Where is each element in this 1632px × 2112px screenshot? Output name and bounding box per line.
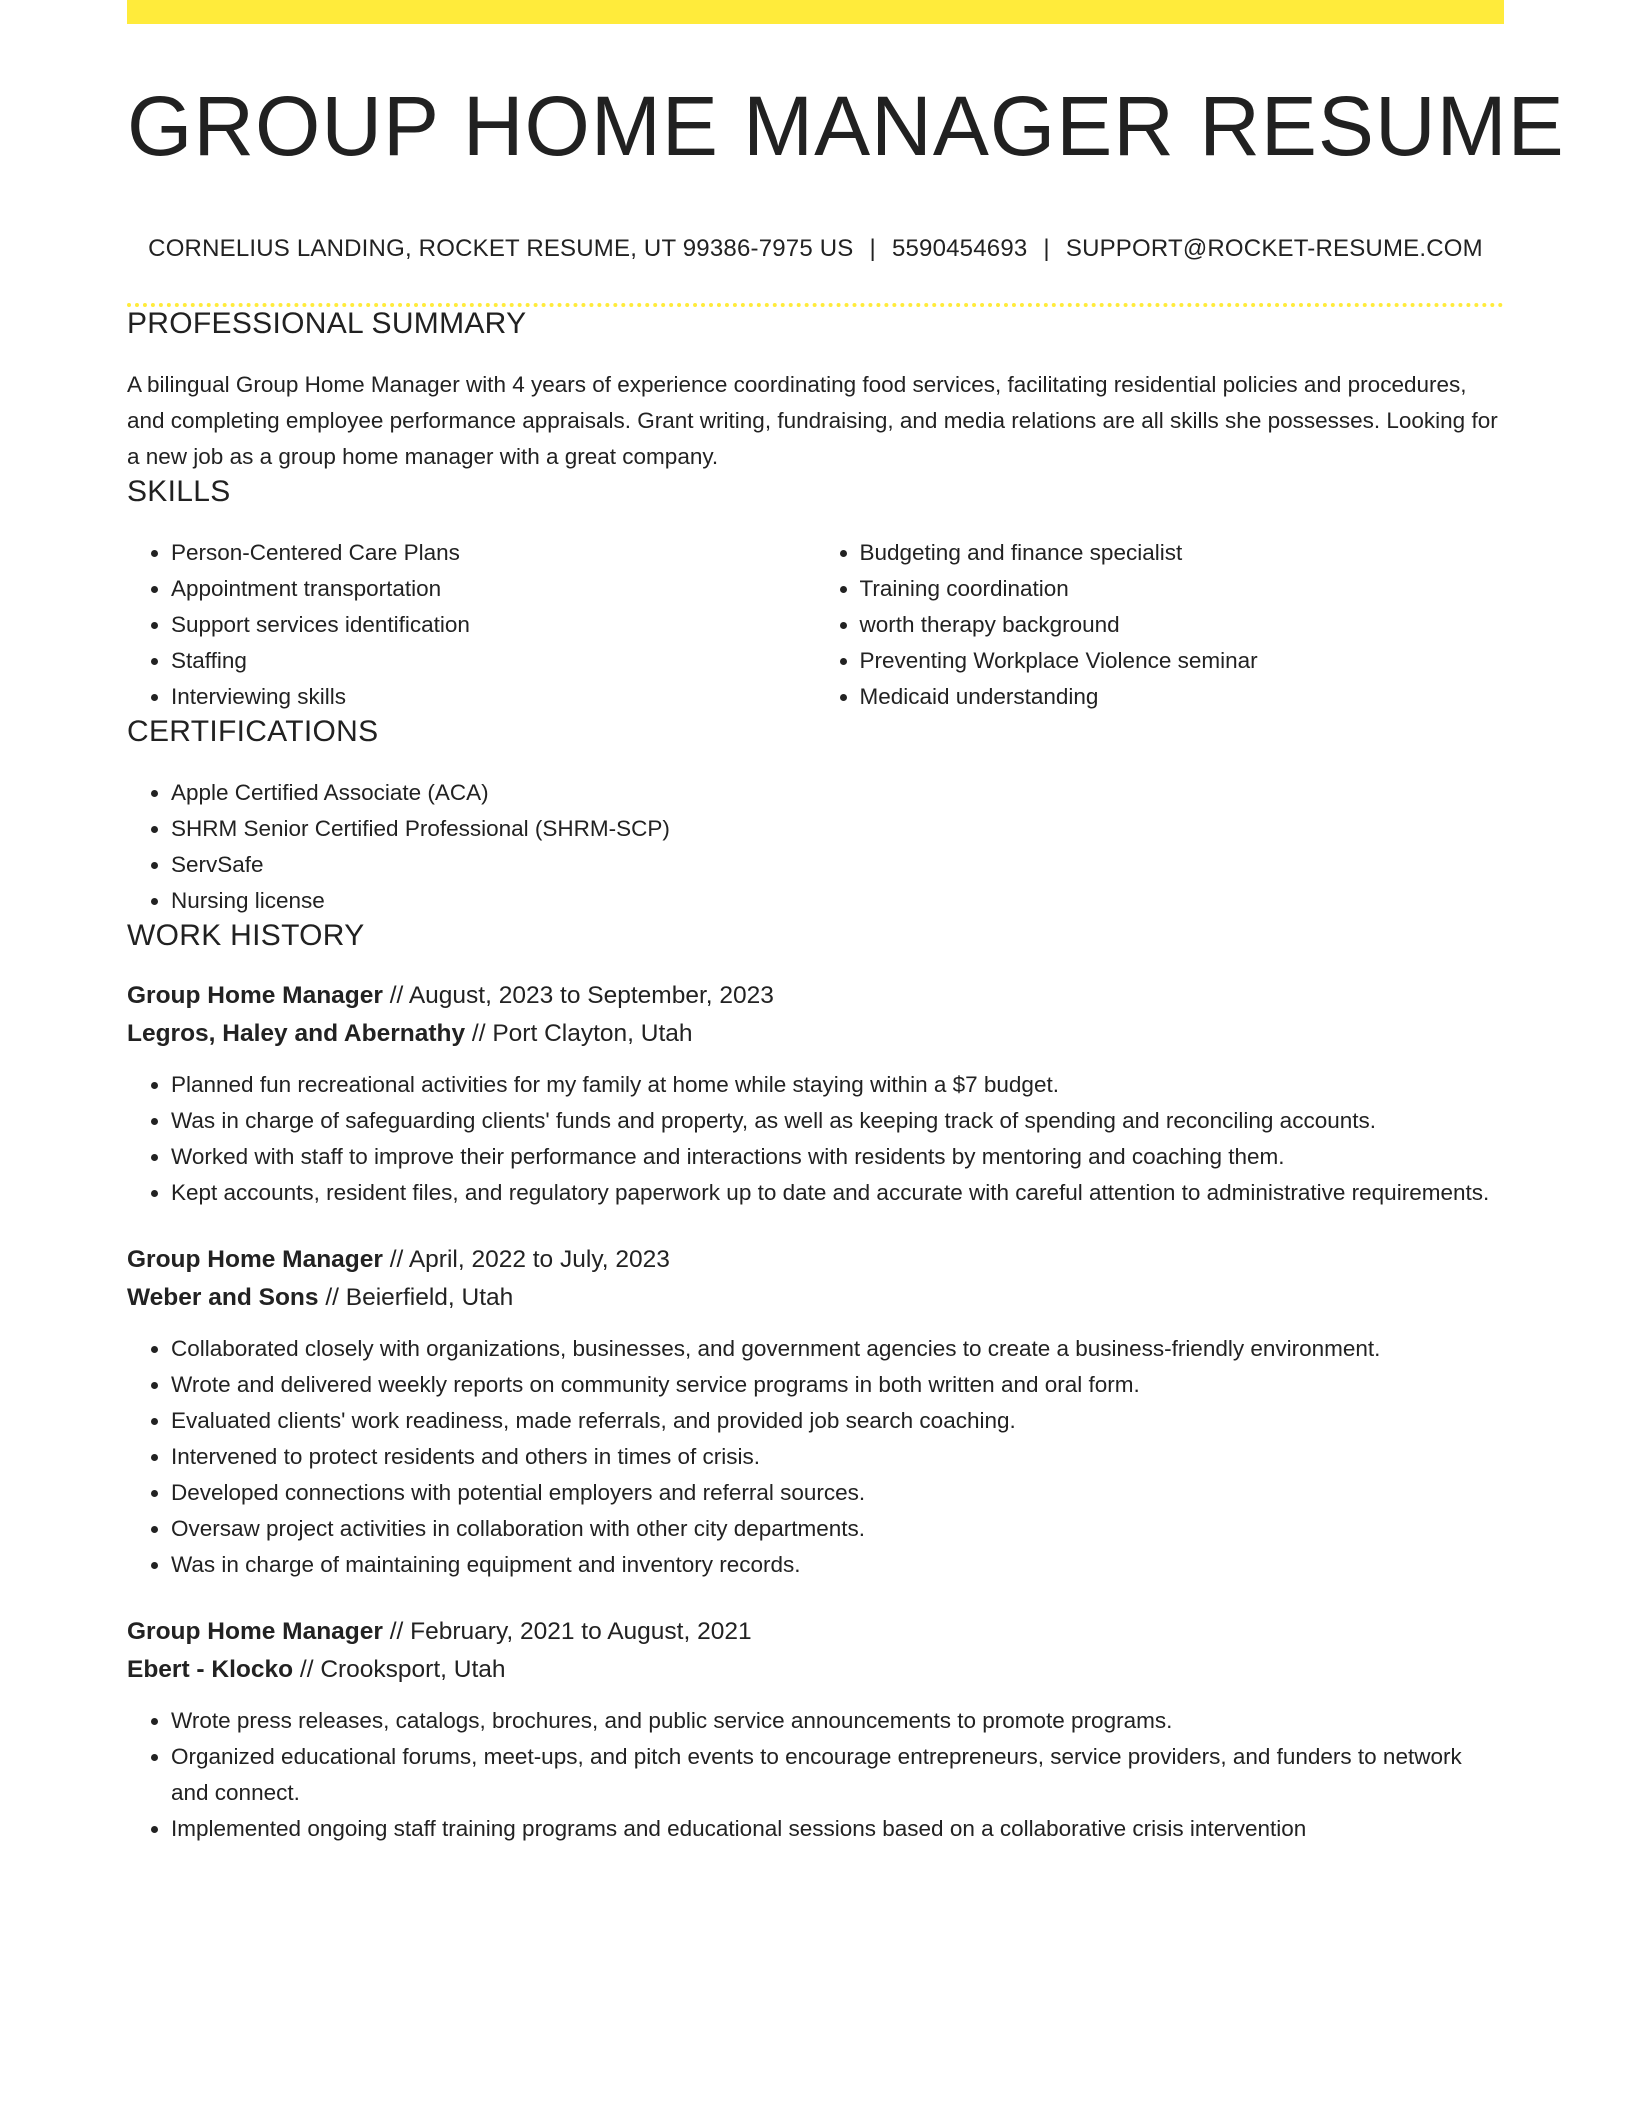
- job-bullet: • Collaborated closely with organizations, businesses, and government agencies to create a business-friendly environment.: [171, 1331, 1504, 1367]
- skill-item: • Staffing: [171, 643, 816, 679]
- skill-item: • Support services identification: [171, 607, 816, 643]
- job-bullet: • Implemented ongoing staff training programs and educational sessions based on a collaborative crisis intervention: [171, 1811, 1504, 1847]
- job-bullets: [127, 1703, 1504, 1847]
- job-company: Legros, Haley and Abernathy: [127, 1020, 466, 1047]
- contact-email: SUPPORT@ROCKET-RESUME.COM: [1065, 235, 1483, 262]
- summary-text: A bilingual Group Home Manager with 4 years of experience coordinating food services, facilitating residential policies and procedures, and completing employee performance appraisals. Grant writing, fundraising, and media relations are all skills she possesses. Looking for a new job as a group home manager with a great company.: [127, 372, 1498, 469]
- job-title: Group Home Manager: [127, 1246, 383, 1273]
- skills-column-right: [816, 535, 1505, 715]
- contact-separator: |: [869, 235, 876, 262]
- job-bullet: • Oversaw project activities in collaboration with other city departments.: [171, 1511, 1504, 1547]
- job-company-line: [127, 1651, 1504, 1689]
- job-entry: [127, 977, 1504, 1211]
- skill-item: • worth therapy background: [860, 607, 1505, 643]
- job-bullet: • Was in charge of safeguarding clients' funds and property, as well as keeping track of spending and reconciling accounts.: [171, 1103, 1504, 1139]
- top-accent-bar: [127, 0, 1504, 24]
- certifications-heading: CERTIFICATIONS: [127, 715, 379, 748]
- resume-page: [127, 0, 1565, 1847]
- resume-title: GROUP HOME MANAGER RESUME: [127, 79, 1565, 173]
- job-company: Weber and Sons: [127, 1284, 319, 1311]
- skill-item: • Preventing Workplace Violence seminar: [860, 643, 1505, 679]
- certification-item: • Apple Certified Associate (ACA): [171, 775, 1504, 811]
- job-title-line: [127, 977, 1504, 1015]
- job-dates: // February, 2021 to August, 2021: [389, 1618, 752, 1645]
- skill-item: • Person-Centered Care Plans: [171, 535, 816, 571]
- certification-item: • ServSafe: [171, 847, 1504, 883]
- contact-address: CORNELIUS LANDING, ROCKET RESUME, UT 99386-7975 US: [148, 235, 854, 262]
- job-bullets: [127, 1331, 1504, 1583]
- work-history-heading: WORK HISTORY: [127, 919, 365, 952]
- skill-item: • Interviewing skills: [171, 679, 816, 715]
- job-title: Group Home Manager: [127, 1618, 383, 1645]
- job-dates: // August, 2023 to September, 2023: [389, 982, 774, 1009]
- skill-item: • Appointment transportation: [171, 571, 816, 607]
- job-title-line: [127, 1613, 1504, 1651]
- job-bullet: • Wrote press releases, catalogs, brochures, and public service announcements to promote programs.: [171, 1703, 1504, 1739]
- job-entry: [127, 1241, 1504, 1583]
- skill-item: • Budgeting and finance specialist: [860, 535, 1505, 571]
- job-bullet: • Organized educational forums, meet-ups, and pitch events to encourage entrepreneurs, service providers, and funders to network and connect.: [171, 1739, 1504, 1811]
- job-title: Group Home Manager: [127, 982, 383, 1009]
- skill-item: • Training coordination: [860, 571, 1505, 607]
- job-location: // Port Clayton, Utah: [471, 1020, 693, 1047]
- job-bullet: • Intervened to protect residents and others in times of crisis.: [171, 1439, 1504, 1475]
- skills-column-left: [127, 535, 816, 715]
- contact-separator: |: [1043, 235, 1050, 262]
- job-location: // Crooksport, Utah: [299, 1656, 506, 1683]
- skills-heading: SKILLS: [127, 475, 231, 508]
- job-location: // Beierfield, Utah: [325, 1284, 514, 1311]
- certification-item: • SHRM Senior Certified Professional (SHRM-SCP): [171, 811, 1504, 847]
- job-company: Ebert - Klocko: [127, 1656, 294, 1683]
- job-bullet: • Worked with staff to improve their performance and interactions with residents by mentoring and coaching them.: [171, 1139, 1504, 1175]
- job-bullet: • Kept accounts, resident files, and regulatory paperwork up to date and accurate with careful attention to administrative requirements.: [171, 1175, 1504, 1211]
- job-bullet: • Planned fun recreational activities for my family at home while staying within a $7 budget.: [171, 1067, 1504, 1103]
- job-title-line: [127, 1241, 1504, 1279]
- certification-item: • Nursing license: [171, 883, 1504, 919]
- certifications-list: [127, 775, 1504, 919]
- job-bullets: [127, 1067, 1504, 1211]
- skills-list: [127, 535, 1504, 715]
- summary-heading: PROFESSIONAL SUMMARY: [127, 307, 527, 340]
- job-company-line: [127, 1279, 1504, 1317]
- skill-item: • Medicaid understanding: [860, 679, 1505, 715]
- contact-phone: 5590454693: [891, 235, 1028, 262]
- job-dates: // April, 2022 to July, 2023: [389, 1246, 670, 1273]
- contact-line: [127, 235, 1504, 263]
- job-company-line: [127, 1015, 1504, 1053]
- job-entry: [127, 1613, 1504, 1847]
- job-bullet: • Evaluated clients' work readiness, made referrals, and provided job search coaching.: [171, 1403, 1504, 1439]
- job-bullet: • Developed connections with potential employers and referral sources.: [171, 1475, 1504, 1511]
- job-bullet: • Wrote and delivered weekly reports on community service programs in both written and oral form.: [171, 1367, 1504, 1403]
- job-bullet: • Was in charge of maintaining equipment and inventory records.: [171, 1547, 1504, 1583]
